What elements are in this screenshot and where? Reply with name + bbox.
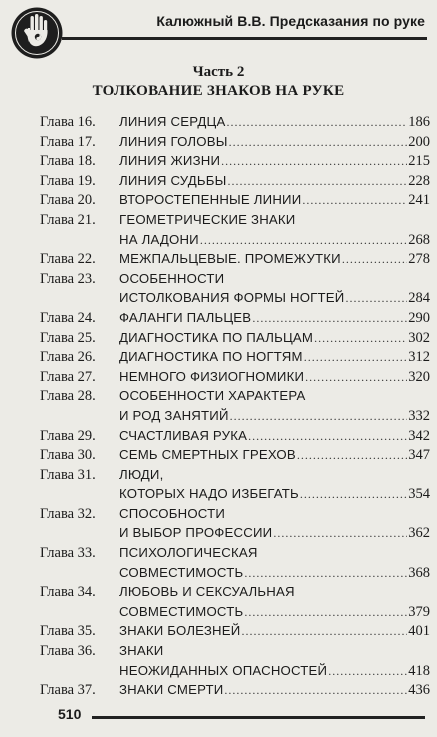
toc-line (40, 271, 430, 291)
chapter-label: Глава 34. (40, 584, 96, 601)
toc-page-number: 379 (408, 603, 430, 620)
dot-leader (221, 154, 407, 169)
toc-entry (40, 310, 430, 330)
chapter-title: КОТОРЫХ НАДО ИЗБЕГАТЬ (119, 486, 299, 502)
toc-page-number: 228 (408, 172, 430, 189)
toc-line (40, 643, 430, 663)
chapter-title: ИСТОЛКОВАНИЯ ФОРМЫ НОГТЕЙ (119, 290, 345, 306)
chapter-label: Глава 25. (40, 329, 96, 346)
chapter-title: ЗНАКИ (119, 643, 164, 659)
toc-page-number: 312 (408, 349, 430, 366)
chapter-title: ПСИХОЛОГИЧЕСКАЯ (119, 545, 258, 561)
toc-page-number: 302 (408, 329, 430, 346)
chapter-label: Глава 26. (40, 349, 96, 366)
toc-entry (40, 682, 430, 702)
section-title: ТОЛКОВАНИЕ ЗНАКОВ НА РУКЕ (92, 83, 345, 99)
chapter-title: ЛИНИЯ ГОЛОВЫ (119, 133, 228, 149)
toc-entry (40, 584, 430, 623)
chapter-label: Глава 29. (40, 427, 96, 444)
toc-page-number: 362 (408, 525, 430, 542)
toc-line (40, 153, 430, 173)
header-divider (62, 37, 427, 40)
dot-leader (244, 605, 407, 620)
toc-entry (40, 545, 430, 584)
chapter-title: НА ЛАДОНИ (119, 231, 199, 247)
toc-page-number: 290 (408, 309, 430, 326)
toc-entry (40, 467, 430, 506)
toc-line (40, 290, 430, 310)
chapter-label: Глава 33. (40, 545, 96, 562)
toc-line (40, 545, 430, 565)
chapter-title: ОСОБЕННОСТИ ХАРАКТЕРА (119, 388, 306, 404)
toc-line (40, 330, 430, 350)
toc-entry (40, 192, 430, 212)
chapter-title: СЕМЬ СМЕРТНЫХ ГРЕХОВ (119, 447, 296, 463)
toc-page-number: 354 (408, 486, 430, 503)
toc-entry (40, 153, 430, 173)
dot-leader (300, 487, 407, 502)
chapter-title: ДИАГНОСТИКА ПО ПАЛЬЦАМ (119, 329, 314, 345)
chapter-label: Глава 32. (40, 505, 96, 522)
dot-leader (297, 448, 407, 463)
dot-leader (200, 233, 407, 248)
toc-line (40, 349, 430, 369)
chapter-title: ЗНАКИ БОЛЕЗНЕЙ (119, 623, 241, 639)
chapter-title: НЕМНОГО ФИЗИОГНОМИКИ (119, 368, 305, 384)
toc-entry (40, 369, 430, 389)
toc-entry (40, 349, 430, 369)
toc-entry (40, 114, 430, 134)
dot-leader (226, 115, 407, 130)
chapter-label: Глава 16. (40, 114, 96, 130)
toc-page-number: 278 (408, 251, 430, 268)
toc-entry (40, 447, 430, 467)
table-of-contents (40, 114, 430, 702)
toc-line (40, 467, 430, 487)
toc-entry (40, 388, 430, 427)
chapter-label: Глава 36. (40, 643, 96, 660)
chapter-title: МЕЖПАЛЬЦЕВЫЕ. ПРОМЕЖУТКИ (119, 251, 341, 267)
dot-leader (248, 429, 407, 444)
toc-line (40, 212, 430, 232)
toc-line (40, 369, 430, 389)
dot-leader (252, 311, 407, 326)
toc-line (40, 114, 430, 134)
chapter-title: ЛИНИЯ СЕРДЦА (119, 114, 226, 129)
chapter-label: Глава 19. (40, 172, 96, 189)
chapter-title: НЕОЖИДАННЫХ ОПАСНОСТЕЙ (119, 662, 328, 678)
chapter-title: СЧАСТЛИВАЯ РУКА (119, 427, 248, 443)
dot-leader (304, 350, 407, 365)
toc-line (40, 388, 430, 408)
toc-page-number: 368 (408, 564, 430, 581)
dot-leader (244, 566, 407, 581)
dot-leader (305, 370, 407, 385)
chapter-title: ФАЛАНГИ ПАЛЬЦЕВ (119, 309, 252, 325)
toc-page-number: 418 (408, 662, 430, 679)
chapter-label: Глава 24. (40, 309, 96, 326)
toc-line (40, 134, 430, 154)
chapter-title: СОВМЕСТИМОСТЬ (119, 603, 244, 619)
toc-page-number: 200 (408, 133, 430, 150)
toc-line (40, 173, 430, 193)
toc-line (40, 663, 430, 683)
palm-hand-icon (10, 6, 64, 60)
toc-page-number: 401 (408, 623, 430, 640)
chapter-title: И ВЫБОР ПРОФЕССИИ (119, 525, 273, 541)
toc-entry (40, 506, 430, 545)
dot-leader (314, 331, 407, 346)
chapter-title: И РОД ЗАНЯТИЙ (119, 407, 229, 423)
toc-line (40, 232, 430, 252)
chapter-title: ОСОБЕННОСТИ (119, 270, 225, 286)
page-header (0, 0, 437, 60)
chapter-title: ДИАГНОСТИКА ПО НОГТЯМ (119, 349, 303, 365)
page-number: 510 (58, 706, 82, 722)
chapter-title: ЛИНИЯ СУДЬБЫ (119, 172, 227, 188)
chapter-label: Глава 20. (40, 192, 96, 209)
toc-entry (40, 212, 430, 251)
toc-page-number: 332 (408, 407, 430, 424)
chapter-title: ВТОРОСТЕПЕННЫЕ ЛИНИИ (119, 192, 302, 208)
toc-line (40, 486, 430, 506)
toc-page-number: 436 (408, 682, 430, 699)
toc-line (40, 447, 430, 467)
chapter-label: Глава 31. (40, 466, 96, 483)
toc-entry (40, 330, 430, 350)
toc-entry (40, 643, 430, 682)
chapter-title: ЛЮБОВЬ И СЕКСУАЛЬНАЯ (119, 584, 295, 600)
chapter-label: Глава 28. (40, 388, 96, 405)
chapter-title: ГЕОМЕТРИЧЕСКИЕ ЗНАКИ (119, 211, 296, 227)
chapter-title: СПОСОБНОСТИ (119, 505, 226, 521)
dot-leader (328, 664, 407, 679)
toc-entry (40, 173, 430, 193)
footer-divider (92, 716, 425, 719)
chapter-label: Глава 23. (40, 270, 96, 287)
dot-leader (302, 193, 407, 208)
chapter-label: Глава 18. (40, 153, 96, 170)
dot-leader (228, 174, 407, 189)
toc-page-number: 320 (408, 368, 430, 385)
chapter-label: Глава 37. (40, 682, 96, 699)
toc-entry (40, 623, 430, 643)
toc-page-number: 215 (408, 153, 430, 170)
toc-page-number: 347 (408, 447, 430, 464)
dot-leader (273, 526, 407, 541)
toc-line (40, 428, 430, 448)
dot-leader (224, 683, 407, 698)
toc-page-number: 241 (408, 192, 430, 209)
toc-line (40, 623, 430, 643)
part-heading: Часть 2 (192, 64, 245, 80)
toc-entry (40, 134, 430, 154)
chapter-label: Глава 21. (40, 211, 96, 228)
toc-page-number: 268 (408, 231, 430, 248)
chapter-title: ЛЮДИ, (119, 466, 164, 482)
dot-leader (241, 624, 407, 639)
toc-page-number: 342 (408, 427, 430, 444)
chapter-title: СОВМЕСТИМОСТЬ (119, 564, 244, 580)
toc-entry (40, 271, 430, 310)
chapter-label: Глава 17. (40, 133, 96, 150)
toc-line (40, 310, 430, 330)
dot-leader (342, 252, 407, 267)
toc-line (40, 604, 430, 624)
toc-line (40, 192, 430, 212)
chapter-title: ЗНАКИ СМЕРТИ (119, 682, 224, 698)
toc-line (40, 251, 430, 271)
toc-line (40, 565, 430, 585)
toc-page-number: 186 (408, 114, 430, 130)
toc-line (40, 525, 430, 545)
toc-line (40, 584, 430, 604)
toc-page-number: 284 (408, 290, 430, 307)
chapter-label: Глава 30. (40, 447, 96, 464)
dot-leader (230, 409, 407, 424)
toc-line (40, 682, 430, 702)
toc-line (40, 506, 430, 526)
chapter-label: Глава 35. (40, 623, 96, 640)
toc-entry (40, 251, 430, 271)
toc-entry (40, 428, 430, 448)
chapter-label: Глава 27. (40, 368, 96, 385)
chapter-title: ЛИНИЯ ЖИЗНИ (119, 153, 221, 169)
toc-line (40, 408, 430, 428)
dot-leader (229, 135, 407, 150)
running-head: Калюжный В.В. Предсказания по руке (156, 13, 425, 29)
dot-leader (345, 291, 407, 306)
chapter-label: Глава 22. (40, 251, 96, 268)
